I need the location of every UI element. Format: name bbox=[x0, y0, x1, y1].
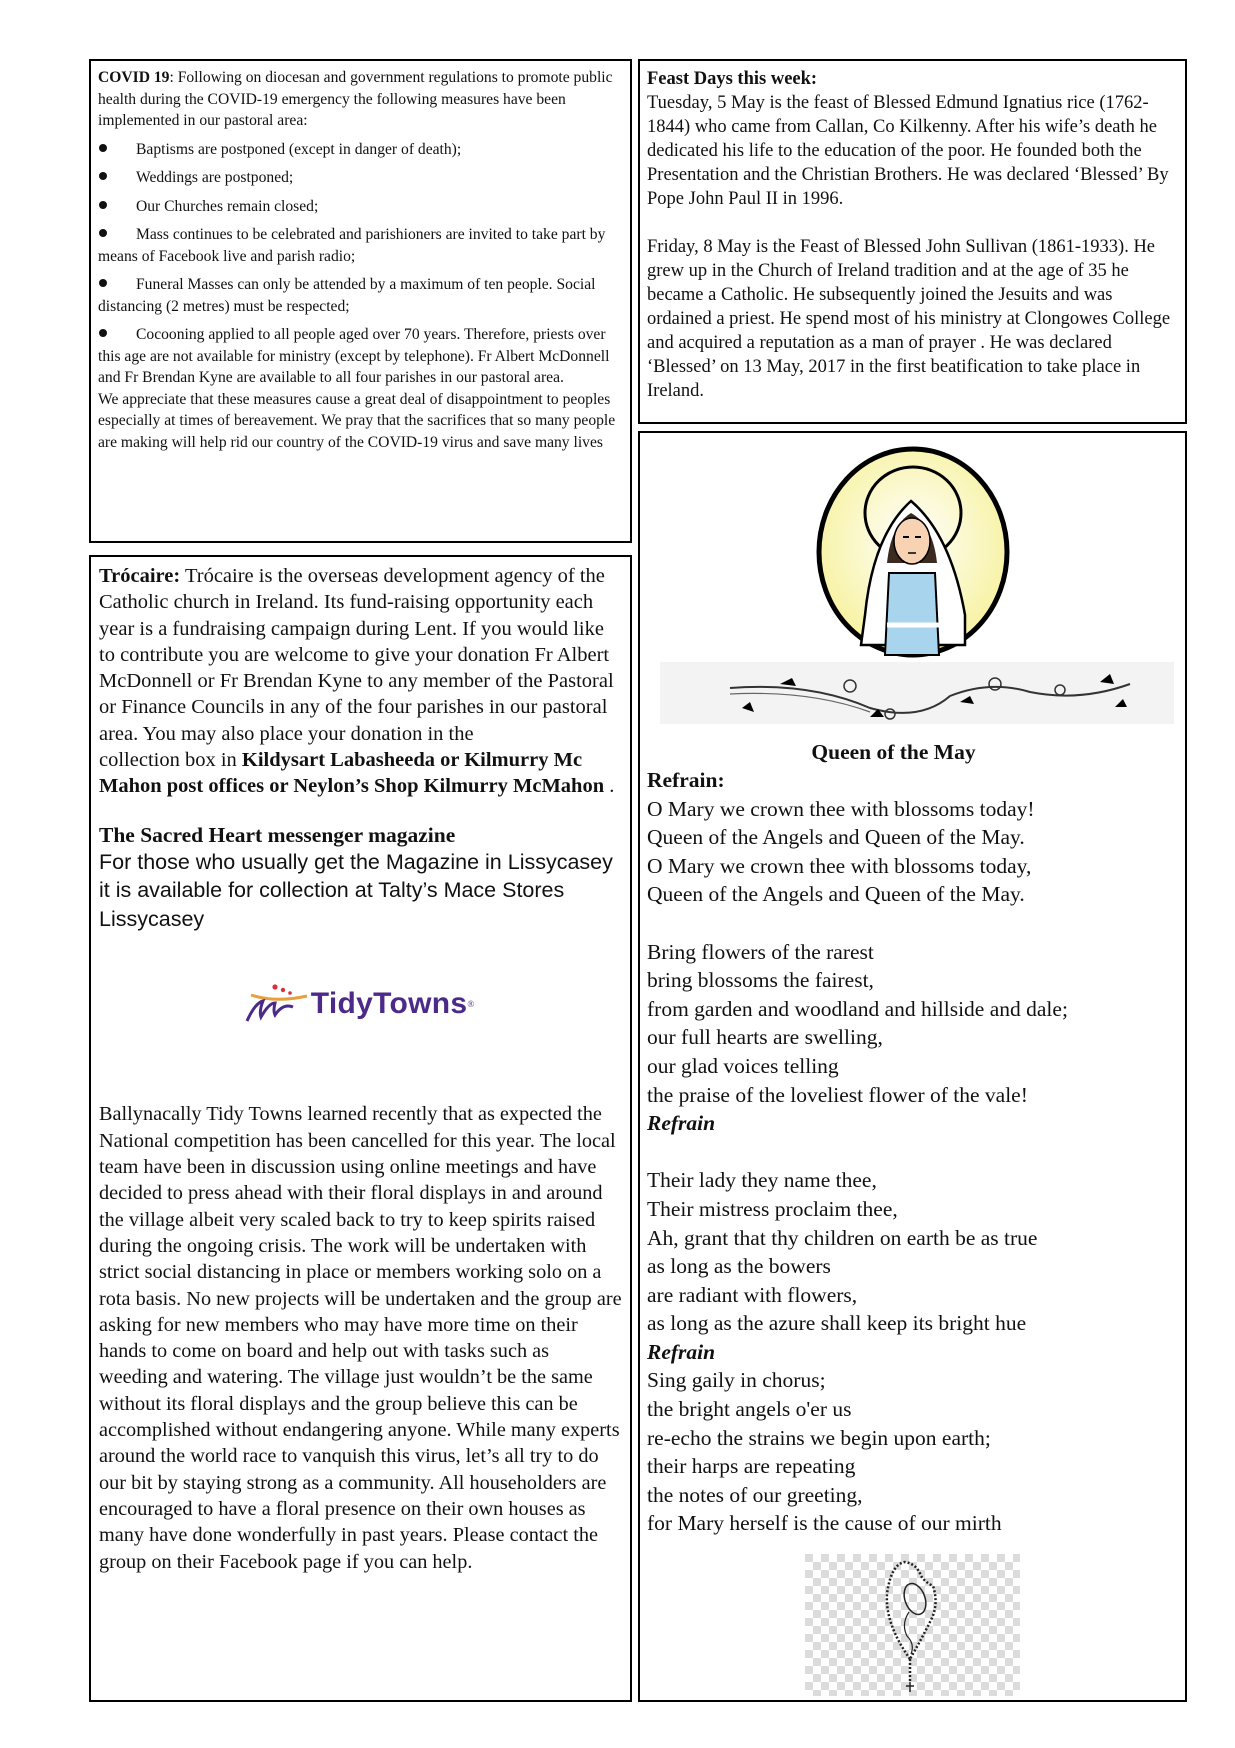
hymn-line: Their lady they name thee, bbox=[647, 1168, 877, 1193]
hymn-line: for Mary herself is the cause of our mirth bbox=[647, 1511, 1002, 1536]
hymn-line: O Mary we crown thee with blossoms today, bbox=[647, 853, 1032, 878]
hymn-line: from garden and woodland and hillside and dale; bbox=[647, 996, 1068, 1021]
hymn-line: our glad voices telling bbox=[647, 1053, 839, 1078]
tidytowns-mark-icon bbox=[241, 981, 311, 1027]
covid-title: COVID 19 bbox=[98, 69, 170, 86]
hymn-line: bring blossoms the fairest, bbox=[647, 968, 874, 993]
covid-bullet: Mass continues to be celebrated and parishioners are invited to take part by means of Facebook live and parish radio; bbox=[98, 226, 606, 265]
hymn-line: Queen of the Angels and Queen of the May. bbox=[647, 825, 1025, 850]
covid-bullet: Our Churches remain closed; bbox=[98, 196, 623, 218]
hymn-line: Queen of the Angels and Queen of the May. bbox=[647, 882, 1025, 907]
hymn-line: Their mistress proclaim thee, bbox=[647, 1196, 898, 1221]
hymn-line: Bring flowers of the rarest bbox=[647, 939, 874, 964]
tidytowns-logo-text: TidyTowns bbox=[310, 987, 468, 1021]
hymn-line: Sing gaily in chorus; bbox=[647, 1368, 826, 1393]
hymn-line: the notes of our greeting, bbox=[647, 1482, 863, 1507]
hymn-line: are radiant with flowers, bbox=[647, 1282, 858, 1307]
hymn-title: Queen of the May bbox=[811, 740, 976, 764]
messenger-title: The Sacred Heart messenger magazine bbox=[99, 822, 456, 847]
decorative-vine-divider bbox=[660, 662, 1174, 724]
bullet-icon bbox=[99, 279, 107, 287]
feast-paragraph: Tuesday, 5 May is the feast of Blessed Edmund Ignatius rice (1762-1844) who came from Callan, Co Kilkenny. After his wife’s death he dedicated his life to the education of the poor. He founded both the Presentation and the Christian Brothers. He was declared ‘Blessed’ By Pope John Paul II in 1996. bbox=[647, 93, 1169, 209]
hymn-line: as long as the azure shall keep its bright hue bbox=[647, 1311, 1027, 1336]
covid-bullet: Funeral Masses can only be attended by a maximum of ten people. Social distancing (2 metres) must be respected; bbox=[98, 276, 596, 315]
hymn-line: our full hearts are swelling, bbox=[647, 1025, 883, 1050]
covid-notice-box bbox=[89, 59, 632, 543]
bullet-icon bbox=[99, 172, 107, 180]
covid-bullet: Cocooning applied to all people aged over 70 years. Therefore, priests over this age are not available for ministry (except by telephone). Fr Albert McDonnell and Fr Brendan Kyne are available to all four parishes in our pastoral area. bbox=[98, 326, 610, 386]
bullet-icon bbox=[99, 201, 107, 209]
refrain-heading: Refrain: bbox=[647, 768, 725, 792]
hymn-line: the bright angels o'er us bbox=[647, 1397, 852, 1422]
trocaire-collection: collection box in Kildysart Labasheeda or Kilmurry Mc Mahon post offices or Neylon’s Shop Kilmurry McMahon . bbox=[99, 749, 615, 798]
trocaire-paragraph: Trócaire: Trócaire is the overseas development agency of the Catholic church in Ireland. Its fund-raising opportunity each year is a fundraising campaign during Lent. If you would like to contribute you are welcome to give your donation Fr Albert McDonnell or Fr Brendan Kyne to any member of the Pastoral or Finance Councils in any of the four parishes in our pastoral area. You may also place your donation in the bbox=[99, 565, 614, 745]
covid-bullet: Weddings are postponed; bbox=[98, 167, 623, 189]
covid-closing: We appreciate that these measures cause a great deal of disappointment to peoples especially at times of bereavement. We pray that the sacrifices that so many people are making will help rid our country of the COVID-19 virus and save many lives bbox=[98, 390, 616, 451]
queen-of-may-box bbox=[638, 431, 1187, 1702]
bullet-icon bbox=[99, 329, 107, 337]
feast-days-box bbox=[638, 59, 1187, 424]
covid-bullet: Baptisms are postponed (except in danger of death); bbox=[98, 139, 623, 161]
tidytowns-body: Ballynacally Tidy Towns learned recently that as expected the National competition has been cancelled for this year. The local team have been in discussion using online meetings and have decided to press ahead with their floral displays in and around the village albeit very scaled back to try to keep spirits raised during the ongoing crisis. The work will be undertaken with strict social distancing in place or members working solo on a rota basis. No new projects will be undertaken and the group are asking for new members who may have more time on their hands to come on board and help out with tasks such as weeding and watering. The village just wouldn’t be the same without its floral displays and the group believe this can be accomplished without endangering anyone. While many experts around the world race to vanquish this virus, let’s all try to do our bit by staying strong as a community. All householders are encouraged to have a floral presence on their own houses as many have done wonderfully in past years. Please contact the group on their Facebook page if you can help. bbox=[99, 1103, 622, 1573]
rosary-image bbox=[805, 1554, 1020, 1696]
hymn-line: re-echo the strains we begin upon earth; bbox=[647, 1425, 991, 1450]
messenger-body: For those who usually get the Magazine in Lissycasey it is available for collection at Talty’s Mace Stores Lissycasey bbox=[99, 849, 613, 931]
bullet-icon bbox=[99, 144, 107, 152]
hymn-line: Ah, grant that thy children on earth be as true bbox=[647, 1225, 1038, 1250]
bullet-icon bbox=[99, 229, 107, 237]
spacer bbox=[647, 211, 1178, 235]
trocaire-title: Trócaire: bbox=[99, 565, 181, 587]
tidytowns-logo: TidyTowns ® bbox=[93, 977, 622, 1031]
trocaire-box bbox=[89, 555, 632, 1702]
hymn-line: the praise of the loveliest flower of the vale! bbox=[647, 1082, 1028, 1107]
vine-ornament-icon bbox=[660, 662, 1174, 724]
feast-paragraph: Friday, 8 May is the Feast of Blessed John Sullivan (1861-1933). He grew up in the Church of Ireland tradition and at the age of 35 he became a Catholic. He subsequently joined the Jesuits and was ordained a priest. He spend most of his ministry at Clongowes College and acquired a reputation as a man of prayer . He was declared ‘Blessed’ on 13 May, 2017 in the first beatification to take place in Ireland. bbox=[647, 237, 1171, 401]
refrain-marker: Refrain bbox=[647, 1339, 716, 1364]
hymn-line: as long as the bowers bbox=[647, 1254, 831, 1279]
hymn-line: their harps are repeating bbox=[647, 1454, 856, 1479]
refrain-marker: Refrain bbox=[647, 1111, 716, 1136]
madonna-image bbox=[815, 445, 1011, 660]
covid-intro: COVID 19: Following on diocesan and government regulations to promote public health during the COVID-19 emergency the following measures have been implemented in our pastoral area: bbox=[98, 69, 613, 129]
feast-title: Feast Days this week: bbox=[647, 69, 818, 89]
hymn-line: O Mary we crown thee with blossoms today! bbox=[647, 796, 1035, 821]
